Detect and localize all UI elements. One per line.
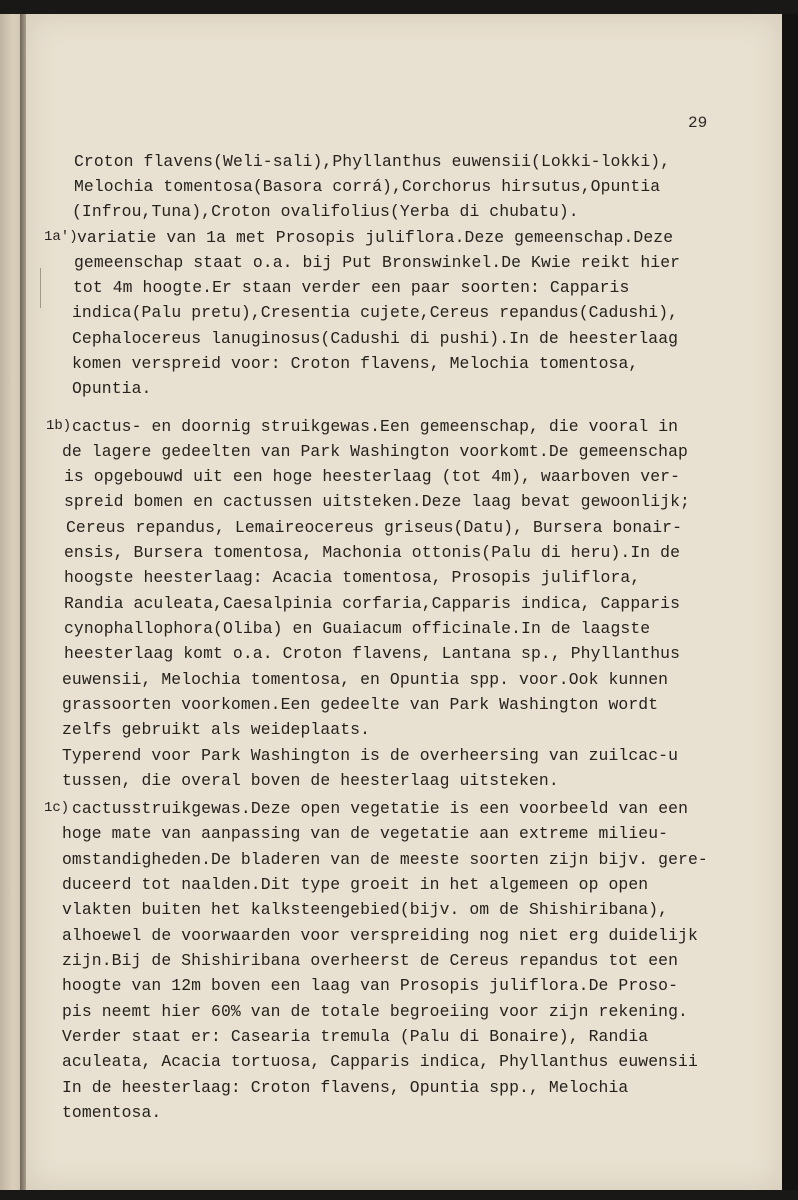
text-line: Croton flavens(Weli-sali),Phyllanthus euwensii(Lokki-lokki), bbox=[74, 152, 671, 171]
text-line: tussen, die overal boven de heesterlaag uitsteken. bbox=[62, 771, 559, 790]
text-line: de lagere gedeelten van Park Washington voorkomt.De gemeenschap bbox=[62, 442, 688, 461]
text-line: aculeata, Acacia tortuosa, Capparis indica, Phyllanthus euwensii bbox=[62, 1052, 698, 1071]
text-line: hoogte van 12m boven een laag van Prosopis juliflora.De Proso- bbox=[62, 976, 679, 995]
text-line: komen verspreid voor: Croton flavens, Melochia tomentosa, bbox=[72, 354, 639, 373]
text-line: hoogste heesterlaag: Acacia tomentosa, Prosopis juliflora, bbox=[64, 568, 641, 587]
text-line: grassoorten voorkomen.Een gedeelte van Park Washington wordt bbox=[62, 695, 659, 714]
text-line: euwensii, Melochia tomentosa, en Opuntia spp. voor.Ook kunnen bbox=[62, 670, 669, 689]
text-line: Opuntia. bbox=[72, 379, 152, 398]
text-line: alhoewel de voorwaarden voor verspreiding nog niet erg duidelijk bbox=[62, 926, 698, 945]
text-line: zijn.Bij de Shishiribana overheerst de Cereus repandus tot een bbox=[62, 951, 679, 970]
text-line: zelfs gebruikt als weideplaats. bbox=[62, 720, 371, 739]
text-line: In de heesterlaag: Croton flavens, Opuntia spp., Melochia bbox=[62, 1078, 629, 1097]
text-line: cynophallophora(Oliba) en Guaiacum officinale.In de laagste bbox=[64, 619, 651, 638]
text-line: ensis, Bursera tomentosa, Machonia ottonis(Palu di heru).In de bbox=[64, 543, 681, 562]
text-line: gemeenschap staat o.a. bij Put Bronswinkel.De Kwie reikt hier bbox=[74, 253, 681, 272]
text-line: pis neemt hier 60% van de totale begroeiing voor zijn rekening. bbox=[62, 1002, 688, 1021]
text-line: is opgebouwd uit een hoge heesterlaag (tot 4m), waarboven ver- bbox=[64, 467, 681, 486]
text-line: (Infrou,Tuna),Croton ovalifolius(Yerba di chubatu). bbox=[72, 202, 579, 221]
scan-bottom-border bbox=[0, 1190, 798, 1200]
text-line: cactus- en doornig struikgewas.Een gemeenschap, die vooral in bbox=[72, 417, 679, 436]
text-line: heesterlaag komt o.a. Croton flavens, Lantana sp., Phyllanthus bbox=[64, 644, 681, 663]
text-line: hoge mate van aanpassing van de vegetatie aan extreme milieu- bbox=[62, 824, 669, 843]
text-line: Cephalocereus lanuginosus(Cadushi di pushi).In de heesterlaag bbox=[72, 329, 679, 348]
text-line: variatie van 1a met Prosopis juliflora.Deze gemeenschap.Deze bbox=[77, 228, 674, 247]
text-line: tot 4m hoogte.Er staan verder een paar soorten: Capparis bbox=[73, 278, 630, 297]
text-line: Randia aculeata,Caesalpinia corfaria,Capparis indica, Capparis bbox=[64, 594, 681, 613]
scan-right-border bbox=[782, 14, 798, 1192]
text-line: omstandigheden.De bladeren van de meeste soorten zijn bijv. gere- bbox=[62, 850, 708, 869]
text-line: duceerd tot naalden.Dit type groeit in het algemeen op open bbox=[62, 875, 649, 894]
book-left-page-edge bbox=[0, 14, 22, 1192]
text-line: Verder staat er: Casearia tremula (Palu di Bonaire), Randia bbox=[62, 1027, 649, 1046]
page-number: 29 bbox=[688, 114, 708, 132]
text-line: indica(Palu pretu),Cresentia cujete,Cereus repandus(Cadushi), bbox=[72, 303, 679, 322]
text-line: vlakten buiten het kalksteengebied(bijv. om de Shishiribana), bbox=[62, 900, 669, 919]
paragraph-marker-1b: 1b) bbox=[46, 418, 72, 434]
text-line: tomentosa. bbox=[62, 1103, 162, 1122]
margin-pencil-mark bbox=[40, 268, 41, 308]
scan-top-border bbox=[0, 0, 798, 14]
paragraph-marker-1c: 1c) bbox=[44, 800, 70, 816]
text-line: Typerend voor Park Washington is de overheersing van zuilcac-u bbox=[62, 746, 679, 765]
paragraph-marker-1a-prime: 1a') bbox=[44, 229, 78, 245]
text-line: cactusstruikgewas.Deze open vegetatie is een voorbeeld van een bbox=[72, 799, 689, 818]
text-line: Melochia tomentosa(Basora corrá),Corchorus hirsutus,Opuntia bbox=[74, 177, 661, 196]
text-line: spreid bomen en cactussen uitsteken.Deze laag bevat gewoonlijk; bbox=[64, 492, 690, 511]
text-line: Cereus repandus, Lemaireocereus griseus(Datu), Bursera bonair- bbox=[66, 518, 683, 537]
